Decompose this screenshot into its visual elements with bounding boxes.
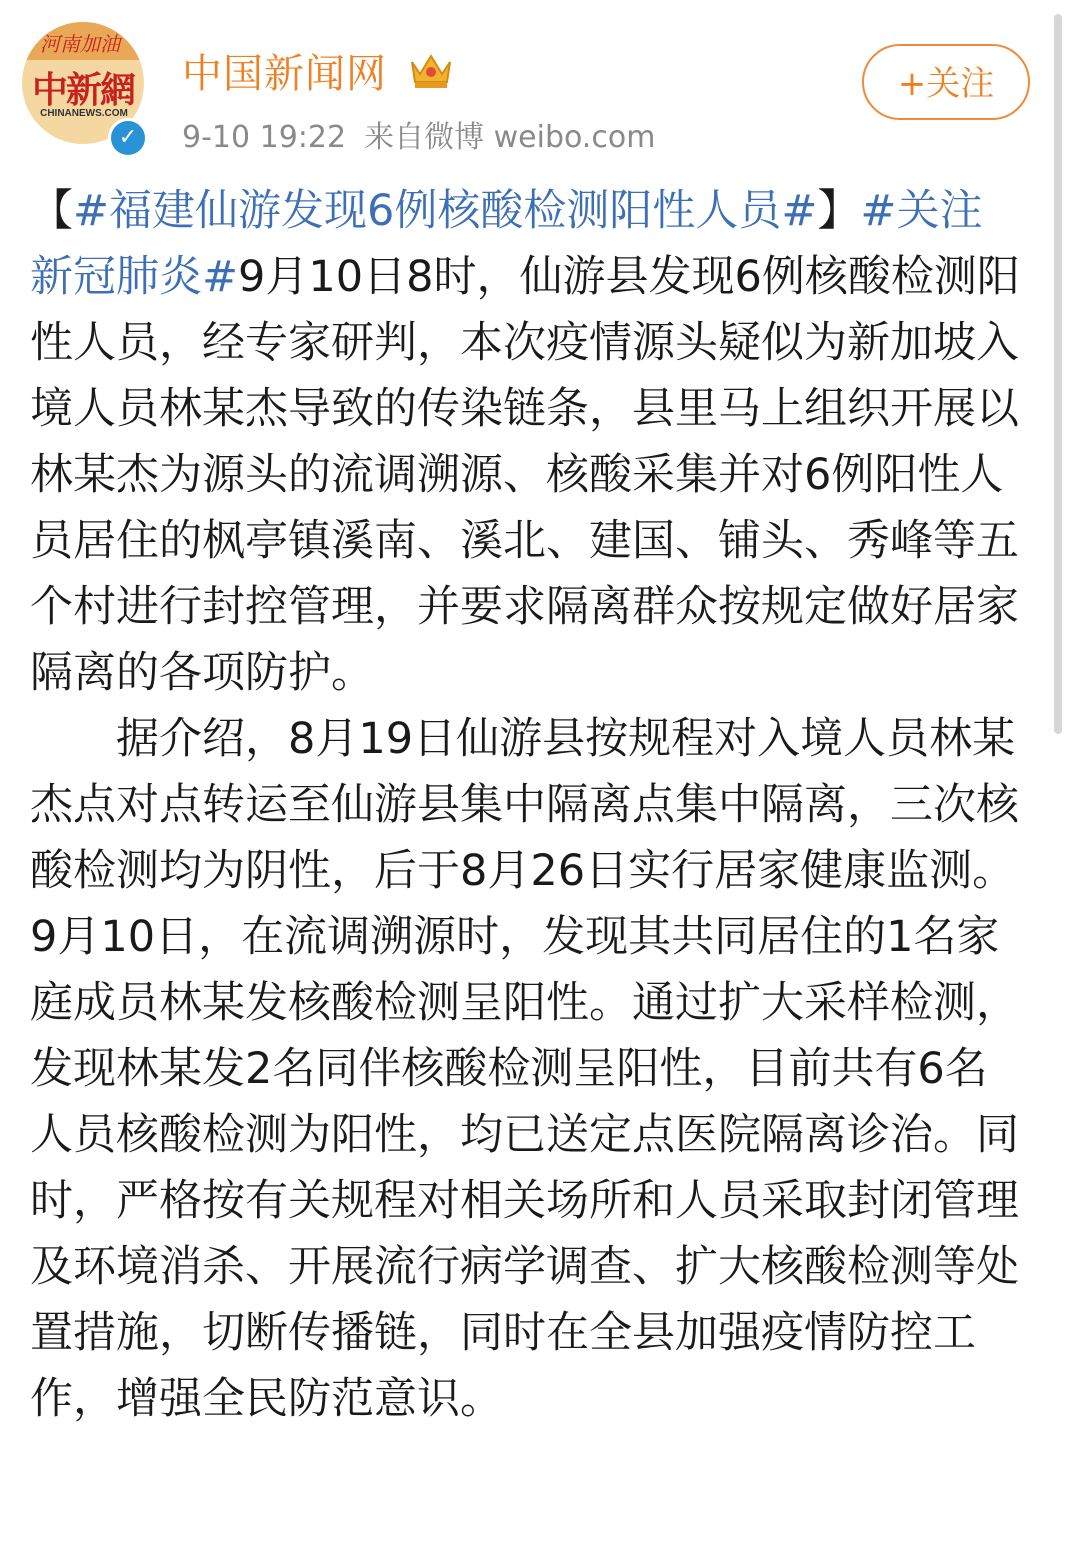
topic-link-covid[interactable]: #关注新冠肺炎# [30, 186, 983, 302]
post-content [30, 178, 1020, 1432]
verified-icon: ✓ [108, 118, 148, 158]
scrollbar[interactable] [1054, 14, 1062, 734]
topic-link-fujian[interactable]: #福建仙游发现6例核酸检测阳性人员# [73, 186, 818, 236]
post-source: 来自微博 weibo.com [364, 120, 656, 155]
post-paragraph-2: 据介绍，8月19日仙游县按规程对入境人员林某杰点对点转运至仙游县集中隔离点集中隔离，三次核酸检测均为阴性，后于8月26日实行居家健康监测。9月10日，在流调溯源时，发现其共同居住的1名家庭成员林某发核酸检测呈阳性。通过扩大采样检测，发现林某发2名同伴核酸检测呈阳性，目前共有6名人员核酸检测为阳性，均已送定点医院隔离诊治。同时，严格按有关规程对相关场所和人员采取封闭管理及环境消杀、开展流行病学调查、扩大核酸检测等处置措施，切断传播链，同时在全县加强疫情防控工作，增强全民防范意识。 [30, 714, 1019, 1424]
close-bracket: 】 [817, 186, 861, 236]
open-bracket: 【 [30, 186, 73, 236]
post-header [0, 0, 1065, 160]
follow-button[interactable]: +关注 [862, 44, 1030, 120]
post-timestamp: 9-10 19:22 [182, 120, 347, 155]
post-meta [182, 112, 673, 156]
avatar-logo-text: 中新網 [31, 69, 134, 111]
paragraph-1-text: 9月10日8时，仙游县发现6例核酸检测阳性人员，经专家研判，本次疫情源头疑似为新加坡入境人员林某杰导致的传染链条，县里马上组织开展以林某杰为源头的流调溯源、核酸采集并对6例阳性人员居住的枫亭镇溪南、溪北、建国、铺头、秀峰等五个村进行封控管理，并要求隔离群众按规定做好居家隔离的各项防护。 [30, 252, 1020, 698]
avatar-sub-text: CHINANEWS.COM [40, 108, 128, 119]
account-name[interactable]: 中国新闻网 [182, 51, 387, 97]
crown-icon [408, 48, 454, 90]
post-paragraph-1 [30, 178, 1020, 706]
avatar-script-text: 河南加油 [40, 32, 120, 56]
